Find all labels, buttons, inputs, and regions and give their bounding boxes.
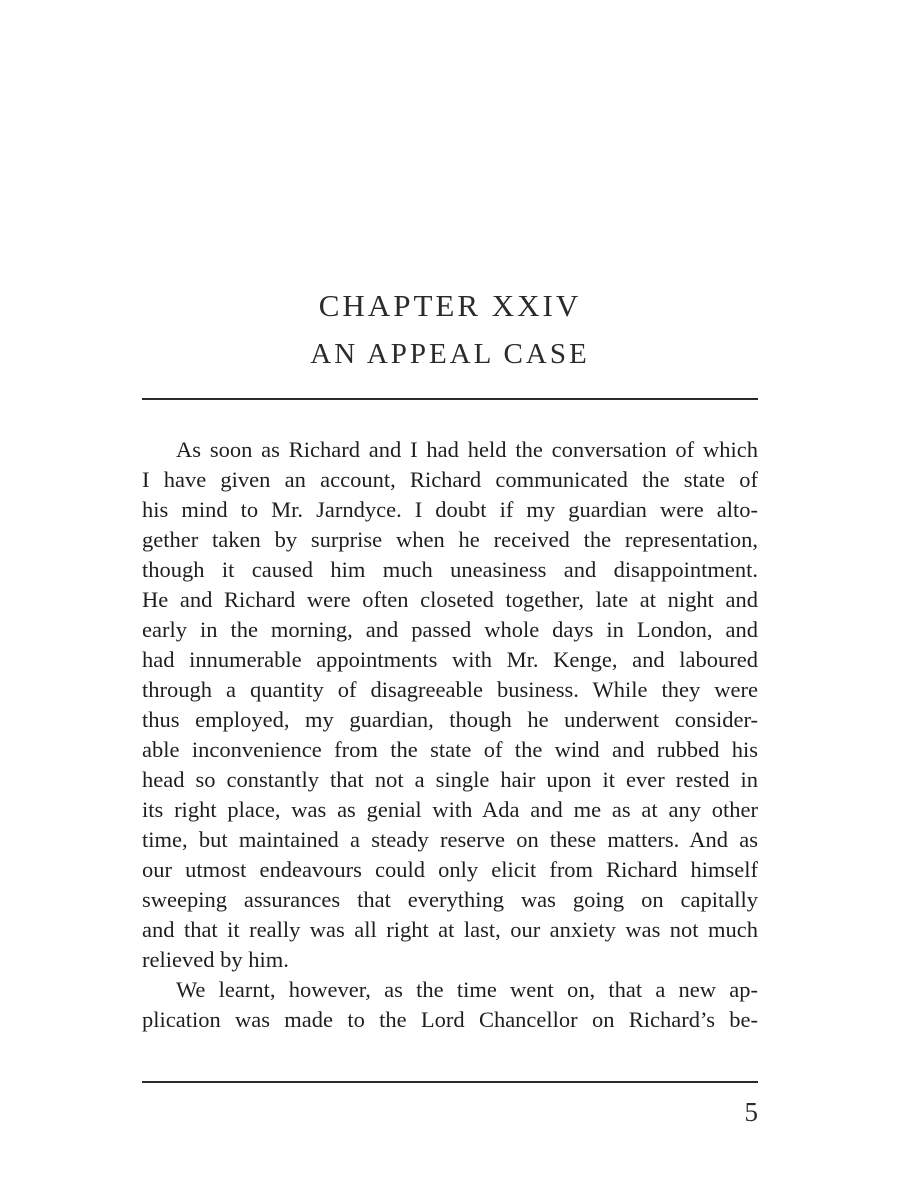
text-line: head so constantly that not a single hair upon it ever rested in (142, 767, 758, 792)
paragraph-1 (142, 435, 758, 975)
bottom-divider (142, 1081, 758, 1083)
text-line: able inconvenience from the state of the wind and rubbed his (142, 737, 758, 762)
paragraph-2 (142, 975, 758, 1035)
text-line: though it caused him much uneasiness and disappointment. (142, 557, 758, 582)
text-line: gether taken by surprise when he received the representation, (142, 527, 758, 552)
text-line: time, but maintained a steady reserve on these matters. And as (142, 827, 758, 852)
text-line: sweeping assurances that everything was going on capitally (142, 887, 758, 912)
text-line: his mind to Mr. Jarndyce. I doubt if my guardian were alto- (142, 497, 758, 522)
text-line: As soon as Richard and I had held the conversation of which (176, 437, 758, 462)
page-number: 5 (744, 1097, 758, 1127)
text-line: relieved by him. (142, 947, 289, 972)
text-line: I have given an account, Richard communicated the state of (142, 467, 758, 492)
text-line: its right place, was as genial with Ada and me as at any other (142, 797, 758, 822)
body-text (142, 435, 758, 1035)
text-line: thus employed, my guardian, though he underwent consider- (142, 707, 758, 732)
text-line: early in the morning, and passed whole days in London, and (142, 617, 758, 642)
text-line: plication was made to the Lord Chancellor on Richard’s be- (142, 1007, 758, 1032)
text-line: He and Richard were often closeted together, late at night and (142, 587, 758, 612)
text-line: and that it really was all right at last, our anxiety was not much (142, 917, 758, 942)
chapter-title: AN APPEAL CASE (310, 338, 590, 370)
text-line: our utmost endeavours could only elicit from Richard himself (142, 857, 758, 882)
text-line: had innumerable appointments with Mr. Kenge, and laboured (142, 647, 758, 672)
chapter-number: CHAPTER XXIV (318, 288, 582, 323)
top-divider (142, 398, 758, 400)
text-line: We learnt, however, as the time went on, that a new ap- (176, 977, 758, 1002)
text-line: through a quantity of disagreeable business. While they were (142, 677, 758, 702)
